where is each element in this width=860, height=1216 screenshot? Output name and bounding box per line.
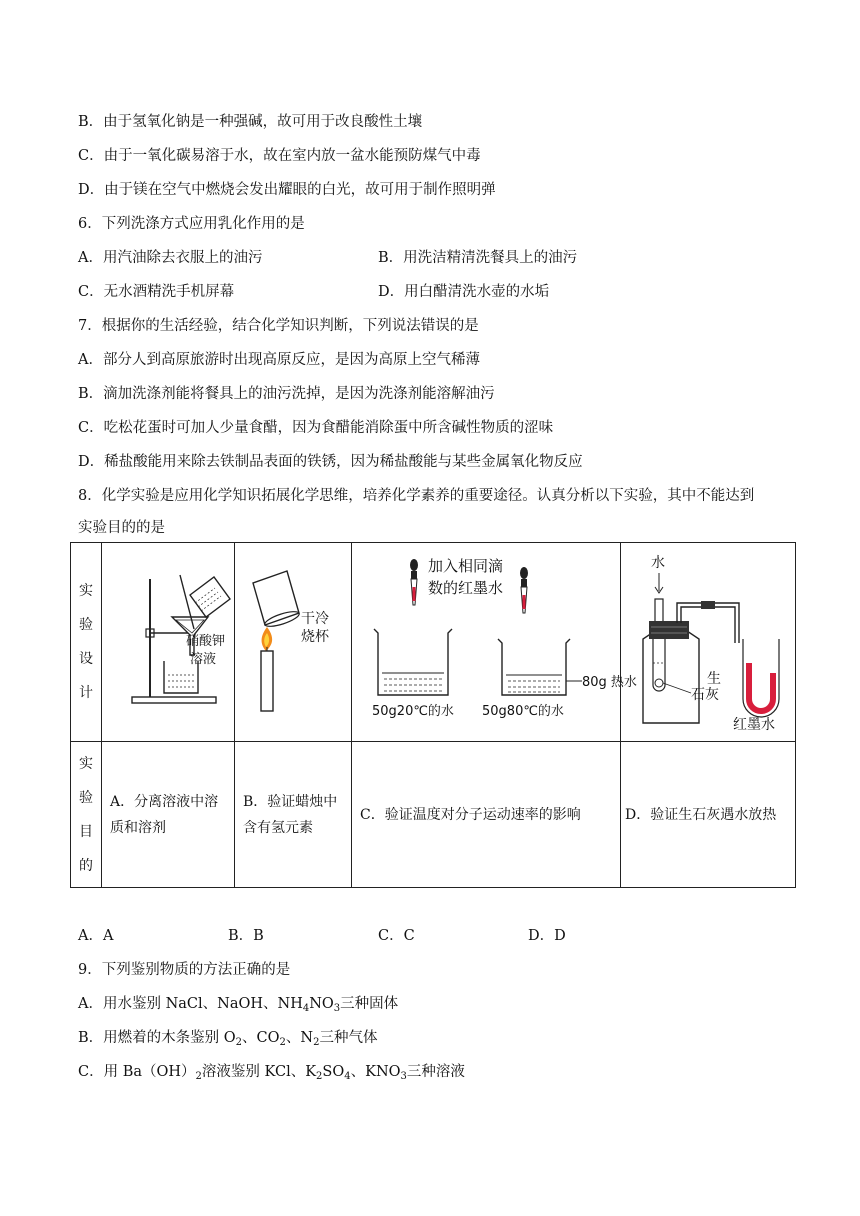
header-char: 实 bbox=[79, 755, 93, 772]
q9-option-a: A．用水鉴别 NaCl、NaOH、$NH_4NO_3$三种固体 bbox=[78, 996, 399, 1014]
purpose-d-line: D．验证生石灰遇水放热 bbox=[625, 806, 777, 823]
fig-d-lime-label: 石灰 bbox=[691, 687, 719, 703]
purpose-a bbox=[102, 742, 235, 888]
fig-b-label: 干冷 bbox=[301, 611, 329, 627]
design-row bbox=[71, 543, 796, 742]
red-ink-fill bbox=[749, 663, 773, 711]
q8-option-a: A．A bbox=[78, 928, 114, 944]
fig-c-top-label: 数的红墨水 bbox=[428, 579, 504, 597]
header-char: 验 bbox=[79, 617, 93, 633]
purpose-b-line: 含有氢元素 bbox=[243, 819, 313, 836]
purpose-row bbox=[71, 742, 796, 888]
header-char: 的 bbox=[79, 857, 93, 874]
filtration-apparatus-figure bbox=[102, 543, 234, 737]
q5-option-d: D．由于镁在空气中燃烧会发出耀眼的白光，故可用于制作照明弹 bbox=[78, 182, 496, 198]
header-char: 验 bbox=[79, 789, 93, 806]
header-char: 目 bbox=[79, 823, 93, 840]
header-char: 实 bbox=[79, 583, 93, 599]
purpose-c bbox=[352, 742, 621, 888]
candle-beaker-figure bbox=[235, 543, 351, 737]
header-char: 设 bbox=[79, 651, 93, 667]
q7-option-d: D．稀盐酸能用来除去铁制品表面的铁锈，因为稀盐酸能与某些金属氧化物反应 bbox=[78, 454, 583, 470]
purpose-row-header bbox=[71, 742, 102, 888]
two-beakers-figure bbox=[352, 543, 637, 737]
purpose-a-line: 质和溶剂 bbox=[110, 819, 166, 836]
q9-option-b: B．用燃着的木条鉴别 $O_2$、$CO_2$、$N_2$三种气体 bbox=[78, 1030, 378, 1048]
fig-d-lime-label: 生 bbox=[707, 671, 721, 687]
fig-a-label: 硝酸钾 bbox=[186, 634, 226, 649]
q8-option-d: D．D bbox=[528, 928, 566, 944]
fig-b-label: 烧杯 bbox=[301, 629, 329, 645]
purpose-a-line: A．分离溶液中溶 bbox=[110, 793, 219, 810]
q8-option-b: B．B bbox=[228, 928, 264, 944]
q8-stem-line2: 实验目的的是 bbox=[78, 520, 165, 536]
fig-d-ink-label: 红墨水 bbox=[733, 717, 775, 733]
q7-option-c: C．吃松花蛋时可加人少量食醋，因为食醋能消除蛋中所含碱性物质的涩味 bbox=[78, 420, 554, 436]
fig-c-top-label: 加入相同滴 bbox=[428, 557, 504, 575]
purpose-b bbox=[235, 742, 352, 888]
figure-c-cell bbox=[352, 543, 637, 742]
quicklime-u-tube-figure bbox=[621, 543, 795, 737]
purpose-d bbox=[621, 742, 796, 888]
fig-d-water-label: 水 bbox=[651, 555, 665, 571]
q6-option-c: C．无水酒精洗手机屏幕 bbox=[78, 284, 235, 300]
figure-d-cell bbox=[621, 543, 796, 742]
q6-option-a: A．用汽油除去衣服上的油污 bbox=[78, 250, 263, 266]
fig-a-label: 溶液 bbox=[190, 652, 217, 667]
experiment-table bbox=[70, 542, 796, 888]
purpose-b-line: B．验证蜡烛中 bbox=[243, 793, 338, 810]
dropper-left bbox=[410, 559, 418, 605]
figure-a-cell bbox=[102, 543, 235, 742]
q7-option-b: B．滴加洗涤剂能将餐具上的油污洗掉，是因为洗涤剂能溶解油污 bbox=[78, 386, 495, 402]
q8-stem-line1: 8．化学实验是应用化学知识拓展化学思维，培养化学素养的重要途径。认真分析以下实验，其中不能达到 bbox=[78, 488, 755, 504]
rubber-stopper bbox=[649, 621, 689, 639]
q9-stem: 9．下列鉴别物质的方法正确的是 bbox=[78, 962, 291, 978]
q7-option-a: A．部分人到高原旅游时出现高原反应，是因为高原上空气稀薄 bbox=[78, 352, 480, 368]
q6-option-b: B．用洗洁精清洗餐具上的油污 bbox=[378, 250, 578, 266]
q9-option-c: C．用 $Ba(OH)_2$溶液鉴别 KCl、$K_2SO_4$、$KNO_3$三种溶液 bbox=[78, 1064, 465, 1082]
q6-option-d: D．用白醋清洗水壶的水垢 bbox=[378, 284, 550, 300]
figure-b-cell bbox=[235, 543, 352, 742]
q6-stem: 6．下列洗涤方式应用乳化作用的是 bbox=[78, 216, 305, 232]
q7-stem: 7．根据你的生活经验，结合化学知识判断，下列说法错误的是 bbox=[78, 318, 479, 334]
header-char: 计 bbox=[79, 685, 93, 701]
q8-option-c: C．C bbox=[378, 928, 415, 944]
flask bbox=[643, 631, 699, 723]
fig-c-right-label: 80g 热水 bbox=[582, 675, 637, 690]
q5-option-c: C．由于一氧化碳易溶于水，故在室内放一盆水能预防煤气中毒 bbox=[78, 148, 481, 164]
fig-c-right-beaker-label: 50g80℃的水 bbox=[482, 704, 564, 719]
purpose-c-line: C．验证温度对分子运动速率的影响 bbox=[360, 806, 581, 823]
dropper-right bbox=[520, 567, 528, 613]
design-row-header bbox=[71, 543, 102, 742]
beaker-right bbox=[498, 639, 570, 695]
q5-option-b: B．由于氢氧化钠是一种强碱，故可用于改良酸性土壤 bbox=[78, 114, 423, 130]
fig-c-left-beaker-label: 50g20℃的水 bbox=[372, 704, 454, 719]
